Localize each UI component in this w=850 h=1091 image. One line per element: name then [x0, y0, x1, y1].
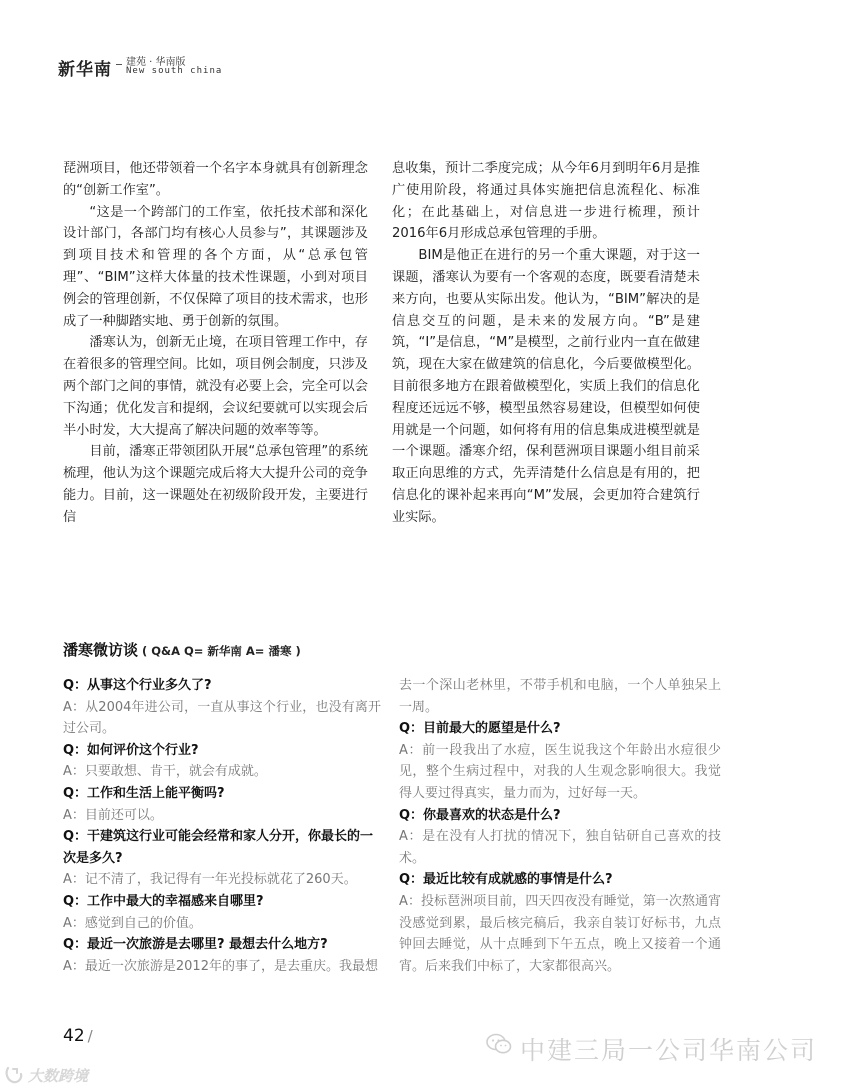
qa-column-right	[399, 675, 721, 977]
qa-question: Q：干建筑这行业可能会经常和家人分开，你最长的一次是多久?	[63, 829, 374, 866]
article-paragraph: 潘寒认为，创新无止境，在项目管理工作中，存在着很多的管理空间。比如，项目例会制度，只涉及两个部门之间的事情，就没有必要上会，完全可以会下沟通；优化发言和提纲，会议纪要就可以实现会后半小时发，大大提高了解决问题的效率等等。	[63, 335, 368, 438]
brand-watermark-text: 中建三局一公司华南公司	[520, 1036, 818, 1065]
qa-question: Q：目前最大的愿望是什么?	[399, 721, 561, 737]
qa-answer: A：是在没有人打扰的情况下，独自钻研自己喜欢的技术。	[399, 829, 721, 866]
qa-question: Q：工作和生活上能平衡吗?	[63, 785, 225, 801]
edition-label-en: New south china	[126, 66, 223, 76]
qa-answer-continued: 去一个深山老林里，不带手机和电脑，一个人单独呆上一周。	[399, 678, 721, 715]
corner-watermark-text: 大数跨境	[28, 1067, 89, 1085]
qa-answer: A：只要敢想、肯干，就会有成就。	[63, 764, 267, 780]
page-number-slash: /	[87, 1027, 93, 1045]
qa-subtitle: ( Q&A Q= 新华南 A= 潘寒 )	[142, 644, 301, 658]
qa-question: Q：最近比较有成就感的事情是什么?	[399, 872, 613, 888]
qa-question: Q：如何评价这个行业?	[63, 742, 199, 758]
qa-answer: A：感觉到自己的价值。	[63, 915, 202, 931]
article-paragraph: 目前，潘寒正带领团队开展“总承包管理”的系统梳理，他认为这个课题完成后将大大提升公司的竞争能力。目前，这一课题处在初级阶段开发，主要进行信	[63, 444, 368, 525]
qa-answer: A：投标琶洲项目前，四天四夜没有睡觉，第一次熬通宵没感觉到累，最后核完稿后，我亲自装订好标书，九点钟回去睡觉，从十点睡到下午五点，晚上又接着一个通宵。后来我们中标了，大家都很高兴。	[399, 893, 721, 974]
page-number	[63, 1026, 93, 1046]
qa-question: Q：工作中最大的幸福感来自哪里?	[63, 893, 264, 909]
qa-answer: A：最近一次旅游是2012年的事了，是去重庆。我最想	[63, 958, 378, 974]
edition-label: 建苑 · 华南版	[126, 57, 186, 68]
qa-answer: A：记不清了，我记得有一年光投标就花了260天。	[63, 872, 357, 888]
corner-logo-icon	[4, 1065, 24, 1085]
qa-title: 潘寒微访谈	[63, 641, 139, 659]
qa-answer: A：从2004年进公司，一直从事这个行业，也没有离开过公司。	[63, 699, 381, 737]
qa-answer: A：前一段我出了水痘，医生说我这个年龄出水痘很少见，整个生病过程中，对我的人生观念影响很大。我觉得人要过得真实，量力而为，过好每一天。	[399, 742, 721, 801]
article-column-right	[392, 158, 700, 529]
qa-answer: A：目前还可以。	[63, 807, 163, 823]
qa-question: Q：最近一次旅游是去哪里? 最想去什么地方?	[63, 937, 328, 953]
qa-column-left	[63, 675, 381, 977]
article-column-left	[63, 158, 368, 529]
article-paragraph: BIM是他正在进行的另一个重大课题，对于这一课题，潘寒认为要有一个客观的态度，既要看清楚未来方向，也要从实际出发。他认为，“BIM”解决的是信息交互的问题，是未来的发展方向。“B”是建筑，“I”是信息，“M”是模型，之前行业内一直在做建筑，现在大家在做建筑的信息化，今后要做模型化。目前很多地方在跟着做模型化，实质上我们的信息化程度还远远不够，模型虽然容易建设，但模型如何使用就是一个问题，如何将有用的信息集成进模型就是一个课题。潘寒介绍，保利琶洲项目课题小组目前采取正向思维的方式，先弄清楚什么信息是有用的，把信息化的课补起来再向“M”发展，会更加符合建筑行业实际。	[392, 248, 700, 525]
qa-question: Q：你最喜欢的状态是什么?	[399, 807, 561, 823]
qa-heading	[63, 639, 301, 660]
article-paragraph: 息收集，预计二季度完成；从今年6月到明年6月是推广使用阶段，将通过具体实施把信息流程化、标准化；在此基础上，对信息进一步进行梳理，预计2016年6月形成总承包管理的手册。	[392, 161, 700, 242]
article-paragraph: 琵洲项目，他还带领着一个名字本身就具有创新理念的“创新工作室”。	[63, 161, 368, 198]
qa-question: Q：从事这个行业多久了?	[63, 678, 212, 693]
article-paragraph: “这是一个跨部门的工作室，依托技术部和深化设计部门，各部门均有核心人员参与”，其课题涉及到项目技术和管理的各个方面，从“总承包管理”、“BIM”这样大体量的技术性课题，小到对项目例会的管理创新，不仅保障了项目的技术需求，也形成了一种脚踏实地、勇于创新的氛围。	[63, 204, 368, 329]
logo-divider	[116, 64, 122, 65]
page-number-value: 42	[63, 1026, 85, 1046]
logo: 新华南	[58, 60, 112, 80]
wechat-icon	[486, 1033, 512, 1055]
